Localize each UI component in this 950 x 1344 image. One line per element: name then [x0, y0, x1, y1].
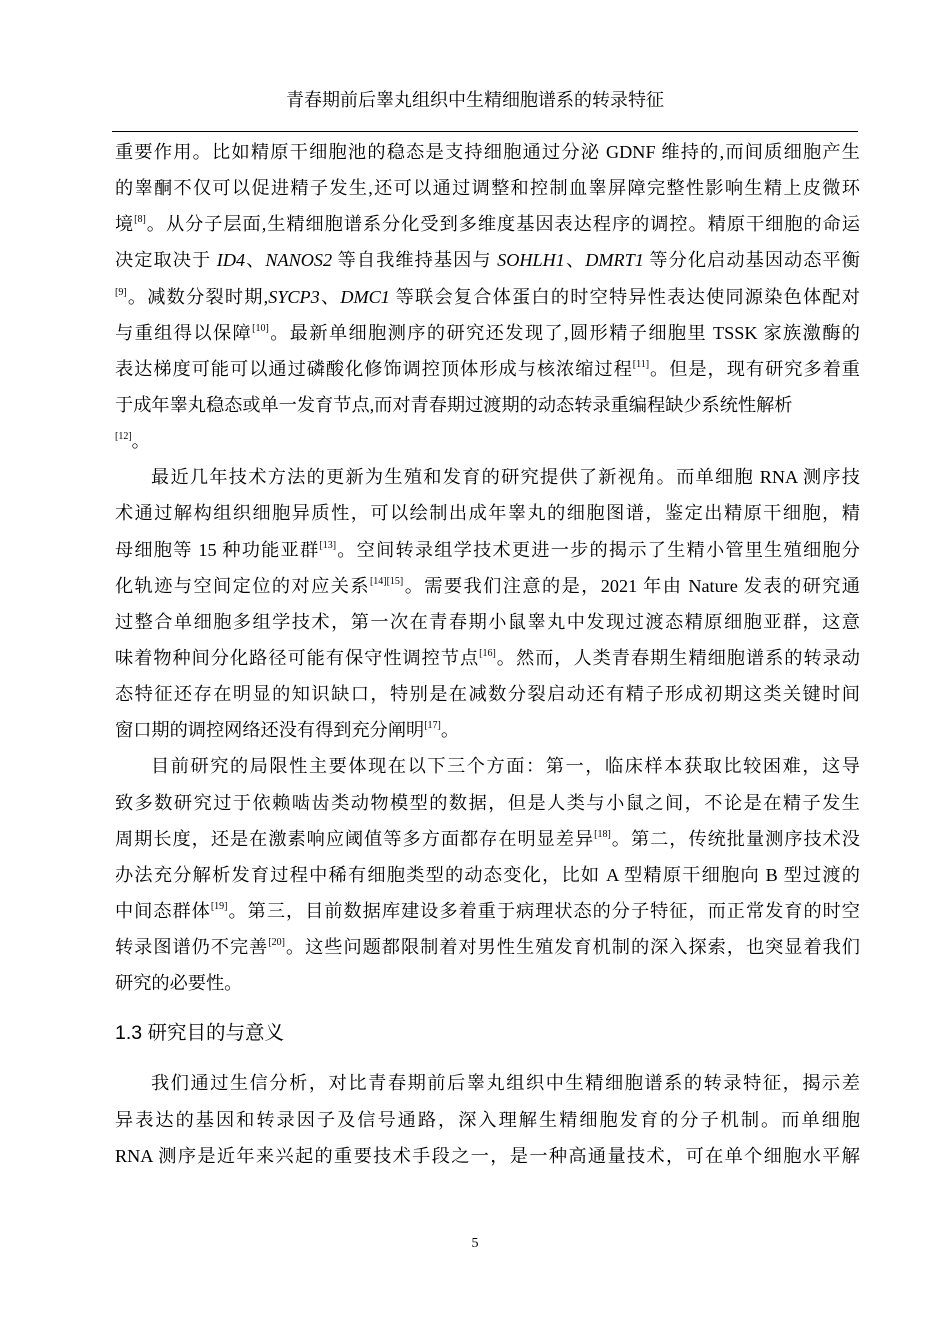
text-line	[115, 640, 860, 676]
text-line	[115, 423, 860, 459]
text-run: 。但是，现有研究多着重	[649, 358, 860, 379]
text-run: 周期长度，还是在激素响应阈值等多方面都存在明显差异	[115, 828, 595, 849]
text-line	[115, 351, 860, 387]
text-line: 致多数研究过于依赖啮齿类动物模型的数据，但是人类与小鼠之间，不论是在精子发生	[115, 792, 860, 813]
section-heading: 1.3 研究目的与意义	[115, 1022, 285, 1045]
text-run: 化轨迹与空间定位的对应关系	[115, 575, 370, 596]
paragraph	[115, 748, 860, 1001]
paragraph	[115, 1065, 860, 1173]
text-line	[115, 929, 860, 965]
text-run: 。空间转录组学技术更进一步的揭示了生精小管里生殖细胞分	[336, 539, 860, 560]
citation: [12]	[115, 431, 132, 443]
text-line	[115, 279, 860, 315]
paragraph	[115, 134, 860, 459]
text-run: 。第二，传统批量测序技术没	[610, 828, 860, 849]
gene-name: DMRT1	[585, 250, 644, 271]
text-line: 术通过解构组织细胞异质性，可以绘制出成年睾丸的细胞图谱，鉴定出精原干细胞，精	[115, 503, 860, 524]
gene-name: SOHLH1	[497, 250, 565, 271]
citation: [11]	[632, 358, 650, 370]
text-line	[115, 893, 860, 929]
text-run: 、	[245, 250, 266, 271]
gene-name: SYCP3	[268, 286, 320, 307]
running-header: 青春期前后睾丸组织中生精细胞谱系的转录特征	[286, 90, 664, 110]
text-line: 的睾酮不仅可以促进精子发生,还可以通过调整和控制血睾屏障完整性影响生精上皮微环	[115, 178, 860, 199]
text-run: 、	[319, 286, 341, 307]
gene-name: DMC1	[340, 286, 390, 307]
text-run: 味着物种间分化路径可能有保守性调控节点	[115, 647, 480, 668]
text-line	[115, 568, 860, 604]
text-run: 等联会复合体蛋白的时空特异性表达使同源染色体配对	[389, 286, 860, 307]
citation: [9]	[115, 286, 127, 298]
text-line	[115, 242, 860, 278]
text-line: RNA 测序是近年来兴起的重要技术手段之一，是一种高通量技术，可在单个细胞水平解	[115, 1145, 860, 1166]
text-run: 。第三，目前数据库建设多着重于病理状态的分子特征，而正常发育的时空	[227, 900, 860, 921]
paragraph	[115, 459, 860, 748]
text-run: 。需要我们注意的是，2021 年由 Nature 发表的研究通	[403, 575, 860, 596]
citation: [8]	[134, 214, 146, 226]
body-text	[115, 134, 860, 1174]
citation: [17]	[424, 720, 441, 732]
text-line: 重要作用。比如精原干细胞池的稳态是支持细胞通过分泌 GDNF 维持的,而间质细胞产生	[115, 142, 860, 162]
text-line: 办法充分解析发育过程中稀有细胞类型的动态变化，比如 A 型精原干细胞向 B 型过渡的	[115, 864, 860, 885]
text-run: 。然而，人类青春期生精细胞谱系的转录动	[495, 647, 860, 668]
gene-name: ID4	[216, 250, 246, 271]
text-run: 窗口期的调控网络还没有得到充分阐明	[115, 720, 425, 741]
text-line: 最近几年技术方法的更新为生殖和发育的研究提供了新视角。而单细胞 RNA 测序技	[151, 467, 860, 488]
text-line	[115, 712, 860, 748]
text-line: 异表达的基因和转录因子及信号通路，深入理解生精细胞发育的分子机制。而单细胞	[115, 1109, 860, 1130]
text-run: 母细胞等 15 种功能亚群	[115, 539, 320, 560]
text-line	[115, 532, 860, 568]
text-run: 、	[564, 250, 586, 271]
citation: [13]	[319, 539, 337, 551]
citation: [20]	[268, 937, 285, 949]
citation: [10]	[252, 322, 269, 334]
text-run: 。	[131, 431, 150, 452]
text-line: 我们通过生信分析，对比青春期前后睾丸组织中生精细胞谱系的转录特征，揭示差	[151, 1073, 860, 1094]
text-line	[115, 821, 860, 857]
text-run: 。这些问题都限制着对男性生殖发育机制的深入探索，也突显着我们	[285, 937, 860, 958]
text-run: 。从分子层面,生精细胞谱系分化受到多维度基因表达程序的调控。精原干细胞的命运	[145, 214, 860, 235]
text-line: 研究的必要性。	[115, 973, 243, 994]
citation: [14][15]	[369, 575, 404, 587]
text-run: 等自我维持基因与	[332, 250, 498, 271]
citation: [19]	[210, 900, 228, 912]
text-run: 境	[115, 214, 135, 235]
text-run: 等分化启动基因动态平衡	[643, 250, 860, 271]
text-line	[115, 206, 860, 242]
citation: [16]	[479, 647, 496, 659]
text-run: 。最新单细胞测序的研究还发现了,圆形精子细胞里 TSSK 家族激酶的	[268, 322, 860, 343]
text-run: 。减数分裂时期,	[126, 286, 269, 307]
text-line: 目前研究的局限性主要体现在以下三个方面：第一，临床样本获取比较困难，这导	[151, 756, 860, 777]
citation: [18]	[594, 828, 611, 840]
text-run: 决定取决于	[115, 250, 217, 271]
text-line: 过整合单细胞多组学技术，第一次在青春期小鼠睾丸中发现过渡态精原细胞亚群，这意	[115, 611, 860, 632]
text-run: 转录图谱仍不完善	[115, 937, 269, 958]
text-run: 表达梯度可能可以通过磷酸化修饰调控顶体形成与核浓缩过程	[115, 358, 633, 379]
text-line	[115, 315, 860, 351]
header-rule	[112, 131, 858, 132]
gene-name: NANOS2	[265, 250, 333, 271]
text-run: 。	[440, 720, 460, 741]
page-number: 5	[471, 1236, 479, 1251]
text-line: 于成年睾丸稳态或单一发育节点,而对青春期过渡期的动态转录重编程缺少系统性解析	[115, 394, 793, 415]
text-run: 与重组得以保障	[115, 322, 253, 343]
text-line: 态特征还存在明显的知识缺口，特别是在减数分裂启动还有精子形成初期这类关键时间	[115, 684, 860, 705]
text-run: 中间态群体	[115, 900, 211, 921]
